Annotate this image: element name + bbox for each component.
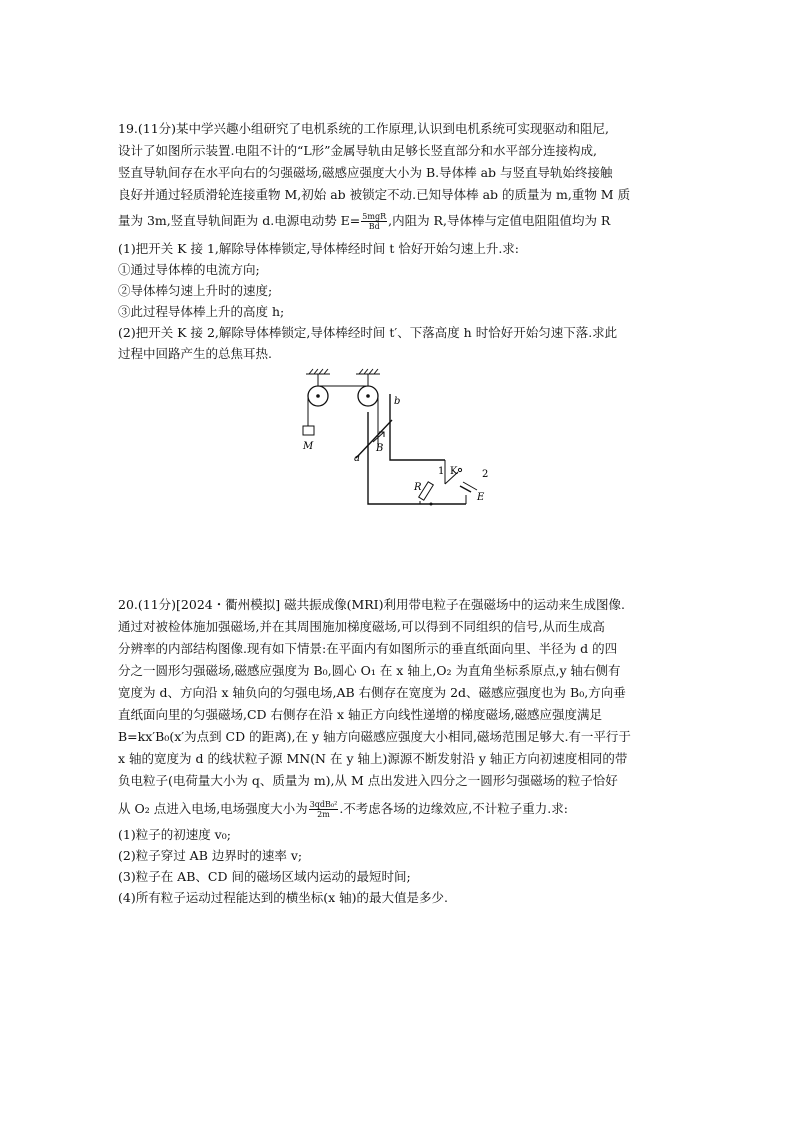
q19-sub-2-cont: 过程中回路产生的总焦耳热. [118,346,272,361]
q19-line-4: 良好并通过轻质滑轮连接重物 M,初始 ab 被锁定不动.已知导体棒 ab 的质量为 m,重物 M 质 [118,187,631,202]
q19-figure [290,364,520,514]
q20-line-10-after: .不考虑各场的边缘效应,不计粒子重力.求: [339,801,568,816]
q19-line-3: 竖直导轨间存在水平向右的匀强磁场,磁感应强度大小为 B.导体棒 ab 与竖直导轨始终接触 [118,165,613,180]
battery-e [460,482,477,504]
emf-fraction-numerator: 5mgR [362,212,387,221]
q20-line-2: 通过对被检体施加强磁场,并在其周围施加梯度磁场,可以得到不同组织的信号,从而生成高 [118,619,605,634]
q20-line-8: x 轴的宽度为 d 的线状粒子源 MN(N 在 y 轴上)源源不断发射沿 y 轴正方向初速度相同的带 [118,751,628,766]
field-fraction-numerator: 3qdB₀² [309,800,338,809]
q20-line-10 [118,798,684,820]
question-20 [118,594,684,908]
q20-line-7: B=kx′B₀(x′为点到 CD 的距离),在 y 轴方向磁感应强度大小相同,磁场范围足够大.有一平行于 [118,729,631,744]
q19-subquestions [118,238,684,364]
question-19 [118,118,684,364]
label-a: a [354,453,360,464]
field-fraction-denominator: 2m [317,810,330,819]
q20-sub-3: (3)粒子在 AB、CD 间的磁场区域内运动的最短时间; [118,869,411,884]
label-B: B [376,443,384,454]
q20-line-10-before: 从 O₂ 点进入电场,电场强度大小为 [118,801,308,816]
q19-sub-1-3: ③此过程导体棒上升的高度 h; [118,304,285,319]
q20-line-9: 负电粒子(电荷量大小为 q、质量为 m),从 M 点出发进入四分之一圆形匀强磁场的粒子恰好 [118,773,618,788]
q19-line-5 [118,210,684,232]
label-M: M [303,441,314,452]
q19-line-5-after: ,内阻为 R,导体棒与定值电阻阻值均为 R [388,213,611,228]
emf-fraction [361,212,387,231]
weight-block [303,426,314,435]
label-b: b [394,396,401,407]
label-2: 2 [482,469,489,480]
q20-line-4: 分之一圆形匀强磁场,磁感应强度为 B₀,圆心 O₁ 在 x 轴上,O₂ 为直角坐标系原点,y 轴右侧有 [118,663,621,678]
q19-line-2: 设计了如图所示装置.电阻不计的“L形”金属导轨由足够长竖直部分和水平部分连接构成, [118,143,598,158]
q19-line-1: 19.(11分)某中学兴趣小组研究了电机系统的工作原理,认识到电机系统可实现驱动和阻尼, [118,121,609,136]
q19-sub-2: (2)把开关 K 接 2,解除导体棒锁定,导体棒经时间 t′、下落高度 h 时恰好开始匀速下落.求此 [118,325,618,340]
q20-line-5: 宽度为 d、方向沿 x 轴负向的匀强电场,AB 右侧存在宽度为 2d、磁感应强度也为 B₀,方向垂 [118,685,626,700]
label-1: 1 [438,466,445,477]
ceiling-mount-right [356,369,380,386]
conductor-rod-ab [356,420,392,458]
q20-subquestions [118,824,684,908]
q20-line-1: 20.(11分)[2024・衢州模拟] 磁共振成像(MRI)利用带电粒子在强磁场中的运动来生成图像. [118,597,625,612]
apparatus-diagram [290,364,520,514]
q20-sub-1: (1)粒子的初速度 v₀; [118,827,231,842]
q19-sub-1-1: ①通过导体棒的电流方向; [118,262,260,277]
q19-sub-1-2: ②导体棒匀速上升时的速度; [118,283,273,298]
q20-sub-4: (4)所有粒子运动过程能达到的横坐标(x 轴)的最大值是多少. [118,890,448,905]
label-R: R [414,482,422,493]
label-K: K [450,466,458,477]
q20-line-6: 直纸面向里的匀强磁场,CD 右侧存在沿 x 轴正方向线性递增的梯度磁场,磁感应强度满足 [118,707,603,722]
q19-sub-1: (1)把开关 K 接 1,解除导体棒锁定,导体棒经时间 t 恰好开始匀速上升.求: [118,241,520,256]
q20-sub-2: (2)粒子穿过 AB 边界时的速率 v; [118,848,303,863]
q20-line-3: 分辨率的内部结构图像.现有如下情景:在平面内有如图所示的垂直纸面向里、半径为 d 的四 [118,641,618,656]
field-fraction [309,800,339,819]
label-E: E [477,492,485,503]
q19-line-5-before: 量为 3m,竖直导轨间距为 d.电源电动势 E= [118,213,361,228]
ceiling-mount-left [306,369,330,386]
emf-fraction-denominator: Bd [368,222,380,231]
